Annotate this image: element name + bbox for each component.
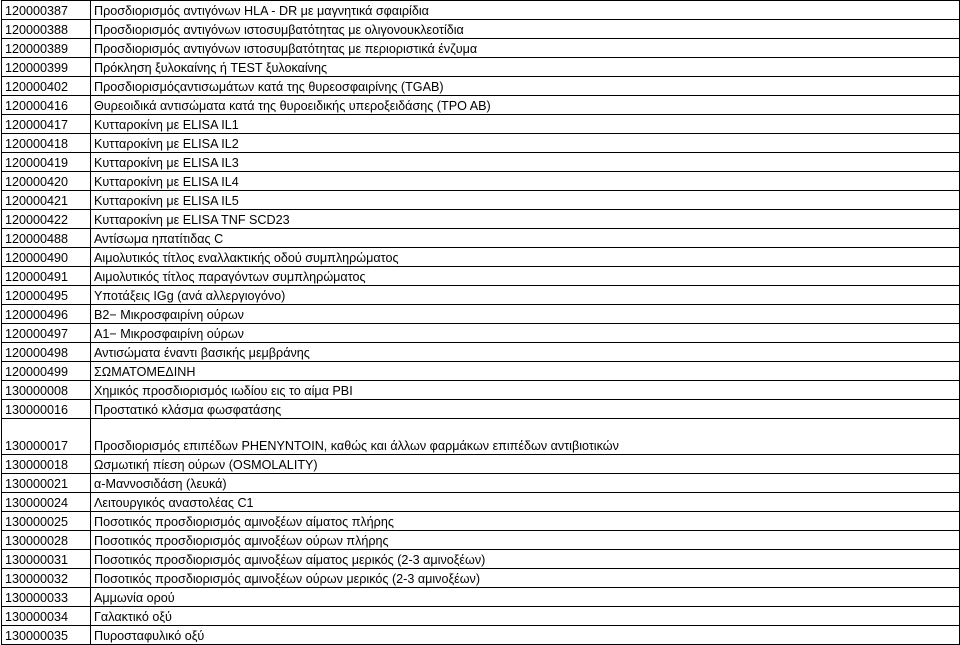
table-row	[2, 381, 960, 400]
description-cell: Προσδιορισμός αντιγόνων ιστοσυμβατότητας με ολιγονουκλεοτίδια	[91, 20, 960, 39]
description-cell: Κυτταροκίνη με ELISA IL3	[91, 153, 960, 172]
code-cell: 130000033	[2, 588, 91, 607]
table-row	[2, 134, 960, 153]
table-row	[2, 607, 960, 626]
table-row	[2, 1, 960, 20]
code-cell: 130000035	[2, 626, 91, 645]
table-row	[2, 305, 960, 324]
table-row	[2, 20, 960, 39]
description-cell: Αντισώματα έναντι βασικής μεμβράνης	[91, 343, 960, 362]
table-row	[2, 512, 960, 531]
description-cell: α-Μαννοσιδάση (λευκά)	[91, 474, 960, 493]
code-cell: 130000028	[2, 531, 91, 550]
code-cell: 120000496	[2, 305, 91, 324]
description-cell: Ποσοτικός προσδιορισμός αμινοξέων ούρων πλήρης	[91, 531, 960, 550]
description-cell: Ποσοτικός προσδιορισμός αμινοξέων αίματος μερικός (2-3 αμινοξέων)	[91, 550, 960, 569]
code-cell: 130000034	[2, 607, 91, 626]
table-row	[2, 248, 960, 267]
table-row	[2, 455, 960, 474]
description-cell: Λειτουργικός αναστολέας C1	[91, 493, 960, 512]
table-row	[2, 324, 960, 343]
description-cell: Αμμωνία ορού	[91, 588, 960, 607]
description-cell: Αιμολυτικός τίτλος παραγόντων συμπληρώματος	[91, 267, 960, 286]
description-cell: Κυτταροκίνη με ELISA IL2	[91, 134, 960, 153]
code-cell: 120000488	[2, 229, 91, 248]
code-cell: 130000016	[2, 400, 91, 419]
description-cell: Κυτταροκίνη με ELISA IL5	[91, 191, 960, 210]
table-row	[2, 626, 960, 645]
code-cell: 120000416	[2, 96, 91, 115]
table-row	[2, 588, 960, 607]
table-row	[2, 229, 960, 248]
description-cell: Θυρεοιδικά αντισώματα κατά της θυροειδικής υπεροξειδάσης (ΤΡΟ ΑΒ)	[91, 96, 960, 115]
description-cell: Ποσοτικός προσδιορισμός αμινοξέων ούρων μερικός (2-3 αμινοξέων)	[91, 569, 960, 588]
code-cell: 130000021	[2, 474, 91, 493]
table-row	[2, 362, 960, 381]
code-cell: 130000018	[2, 455, 91, 474]
description-cell: Προσδιορισμός επιπέδων PHENYNTOIN, καθώς και άλλων φαρμάκων επιπέδων αντιβιοτικών	[91, 419, 960, 455]
description-cell: Χημικός προσδιορισμός ιωδίου εις το αίμα PBI	[91, 381, 960, 400]
table-row	[2, 39, 960, 58]
description-cell: ΣΩΜΑΤΟΜΕΔΙΝΗ	[91, 362, 960, 381]
code-cell: 130000025	[2, 512, 91, 531]
table-row	[2, 493, 960, 512]
description-cell: A1− Μικροσφαιρίνη ούρων	[91, 324, 960, 343]
table-body	[2, 1, 960, 645]
table-row	[2, 343, 960, 362]
description-cell: Κυτταροκίνη με ELISA IL4	[91, 172, 960, 191]
code-cell: 130000017	[2, 419, 91, 455]
description-cell: Ποσοτικός προσδιορισμός αμινοξέων αίματος πλήρης	[91, 512, 960, 531]
code-cell: 130000032	[2, 569, 91, 588]
code-cell: 120000389	[2, 39, 91, 58]
code-cell: 130000031	[2, 550, 91, 569]
table-row	[2, 96, 960, 115]
table-row	[2, 267, 960, 286]
code-cell: 120000497	[2, 324, 91, 343]
exam-codes-table	[1, 0, 960, 645]
description-cell: Ωσμωτική πίεση ούρων (OSMOLALITY)	[91, 455, 960, 474]
table-row	[2, 400, 960, 419]
code-cell: 120000419	[2, 153, 91, 172]
code-cell: 120000422	[2, 210, 91, 229]
table-row	[2, 569, 960, 588]
code-cell: 120000421	[2, 191, 91, 210]
code-cell: 120000490	[2, 248, 91, 267]
table-row	[2, 191, 960, 210]
code-cell: 120000387	[2, 1, 91, 20]
code-cell: 120000498	[2, 343, 91, 362]
table-row	[2, 531, 960, 550]
table-row	[2, 210, 960, 229]
description-cell: B2− Μικροσφαιρίνη ούρων	[91, 305, 960, 324]
description-cell: Κυτταροκίνη με ELISA IL1	[91, 115, 960, 134]
code-cell: 120000417	[2, 115, 91, 134]
description-cell: Κυτταροκίνη με ELISA TNF SCD23	[91, 210, 960, 229]
table-row	[2, 58, 960, 77]
description-cell: Προσδιορισμόςαντισωμάτων κατά της θυρεοσφαιρίνης (TGAB)	[91, 77, 960, 96]
code-cell: 120000420	[2, 172, 91, 191]
description-cell: Αντίσωμα ηπατίτιδας C	[91, 229, 960, 248]
code-cell: 130000008	[2, 381, 91, 400]
description-cell: Προσδιορισμός αντιγόνων ιστοσυμβατότητας με περιοριστικά ένζυμα	[91, 39, 960, 58]
description-cell: Πυροσταφυλικό οξύ	[91, 626, 960, 645]
table-row	[2, 153, 960, 172]
description-cell: Υποτάξεις IGg (ανά αλλεργιογόνο)	[91, 286, 960, 305]
code-cell: 120000491	[2, 267, 91, 286]
description-cell: Προστατικό κλάσμα φωσφατάσης	[91, 400, 960, 419]
table-row	[2, 172, 960, 191]
description-cell: Πρόκληση ξυλοκαίνης ή TEST ξυλοκαίνης	[91, 58, 960, 77]
table-row	[2, 474, 960, 493]
code-cell: 120000495	[2, 286, 91, 305]
code-cell: 130000024	[2, 493, 91, 512]
table-row	[2, 77, 960, 96]
table-row	[2, 419, 960, 455]
code-cell: 120000388	[2, 20, 91, 39]
code-cell: 120000399	[2, 58, 91, 77]
code-cell: 120000418	[2, 134, 91, 153]
table-row	[2, 286, 960, 305]
description-cell: Προσδιορισμός αντιγόνων HLA - DR με μαγνητικά σφαιρίδια	[91, 1, 960, 20]
description-cell: Γαλακτικό οξύ	[91, 607, 960, 626]
code-cell: 120000402	[2, 77, 91, 96]
code-cell: 120000499	[2, 362, 91, 381]
table-row	[2, 115, 960, 134]
table-row	[2, 550, 960, 569]
description-cell: Αιμολυτικός τίτλος εναλλακτικής οδού συμπληρώματος	[91, 248, 960, 267]
